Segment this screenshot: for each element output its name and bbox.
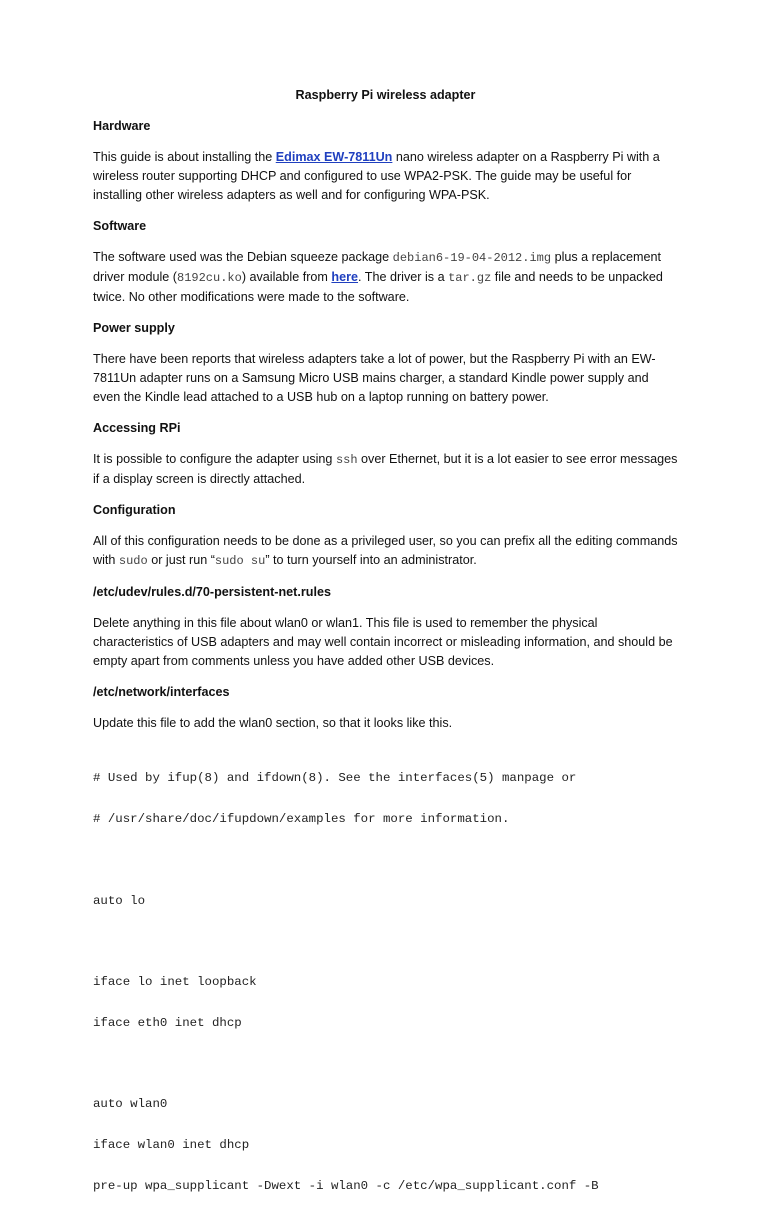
heading-power-supply: Power supply [93,321,175,335]
text-segment: All of this configuration needs to be done as a privileged user, so you can prefix all the editing commands with [93,534,678,567]
paragraph-udev-rules: Delete anything in this file about wlan0 or wlan1. This file is used to remember the physical characteristics of USB adapters and may well contain incorrect or misleading information, and should be empty apart from comments unless you have added other USB devices. [93,616,673,668]
inline-code-targz: tar.gz [448,271,492,285]
code-line: auto wlan0 [93,1097,168,1112]
text-segment: file and needs to be unpacked twice. No other modifications were made to the software. [93,270,663,304]
text-segment: nano wireless adapter on a Raspberry Pi with a wireless router supporting DHCP and configured to use WPA2-PSK. The guide may be useful for installing other wireless adapters as well and for configuring WPA-PSK. [93,150,660,202]
inline-code-sudo-su: sudo su [214,554,266,568]
text-segment: ” to turn yourself into an administrator. [265,553,477,567]
text-segment: It is possible to configure the adapter using [93,452,336,466]
text-segment: This guide is about installing the [93,150,276,164]
heading-software: Software [93,219,147,233]
text-segment: or just run “ [147,553,215,567]
driver-here-link[interactable]: here [331,270,359,284]
code-line: # Used by ifup(8) and ifdown(8). See the interfaces(5) manpage or [93,771,577,786]
heading-accessing-rpi: Accessing RPi [93,421,181,435]
text-segment: . The driver is a [358,270,449,284]
inline-code-driver-module: 8192cu.ko [177,271,242,285]
code-line [93,854,678,868]
text-segment: The software used was the Debian squeeze package [93,250,393,264]
code-line: auto lo [93,893,146,908]
paragraph-software [93,248,678,307]
edimax-link[interactable]: Edimax EW-7811Un [275,150,393,164]
document-page [93,86,678,1221]
inline-code-image-name: debian6-19-04-2012.img [392,251,552,265]
heading-configuration: Configuration [93,503,176,517]
code-line [93,935,678,949]
code-line: iface lo inet loopback [93,975,257,990]
text-segment: ) available from [241,270,332,284]
paragraph-configuration [93,532,678,571]
paragraph-power-supply: There have been reports that wireless adapters take a lot of power, but the Raspberry Pi with an EW-7811Un adapter runs on a Samsung Micro USB mains charger, a standard Kindle power supply and even the Kindle lead attached to a USB hub on a laptop running on battery power. [93,352,656,404]
text-segment: plus a replacement driver module ( [93,250,661,284]
document-title: Raspberry Pi wireless adapter [295,88,476,102]
text-segment: over Ethernet, but it is a lot easier to see error messages if a display screen is directly attached. [93,452,678,486]
paragraph-network-interfaces: Update this file to add the wlan0 section, so that it looks like this. [93,716,453,730]
heading-network-interfaces: /etc/network/interfaces [93,685,230,699]
code-line [93,1058,678,1072]
paragraph-hardware [93,148,678,205]
code-line: iface wlan0 inet dhcp [93,1138,250,1153]
heading-udev-rules: /etc/udev/rules.d/70-persistent-net.rules [93,585,331,599]
inline-code-ssh: ssh [335,453,358,467]
paragraph-accessing-rpi [93,450,678,489]
heading-hardware: Hardware [93,119,151,133]
code-line: # /usr/share/doc/ifupdown/examples for more information. [93,811,510,826]
code-line: iface eth0 inet dhcp [93,1015,242,1030]
code-block-interfaces [93,745,678,1221]
code-line: pre-up wpa_supplicant -Dwext -i wlan0 -c /etc/wpa_supplicant.conf -B [93,1179,599,1193]
inline-code-sudo: sudo [118,554,148,568]
